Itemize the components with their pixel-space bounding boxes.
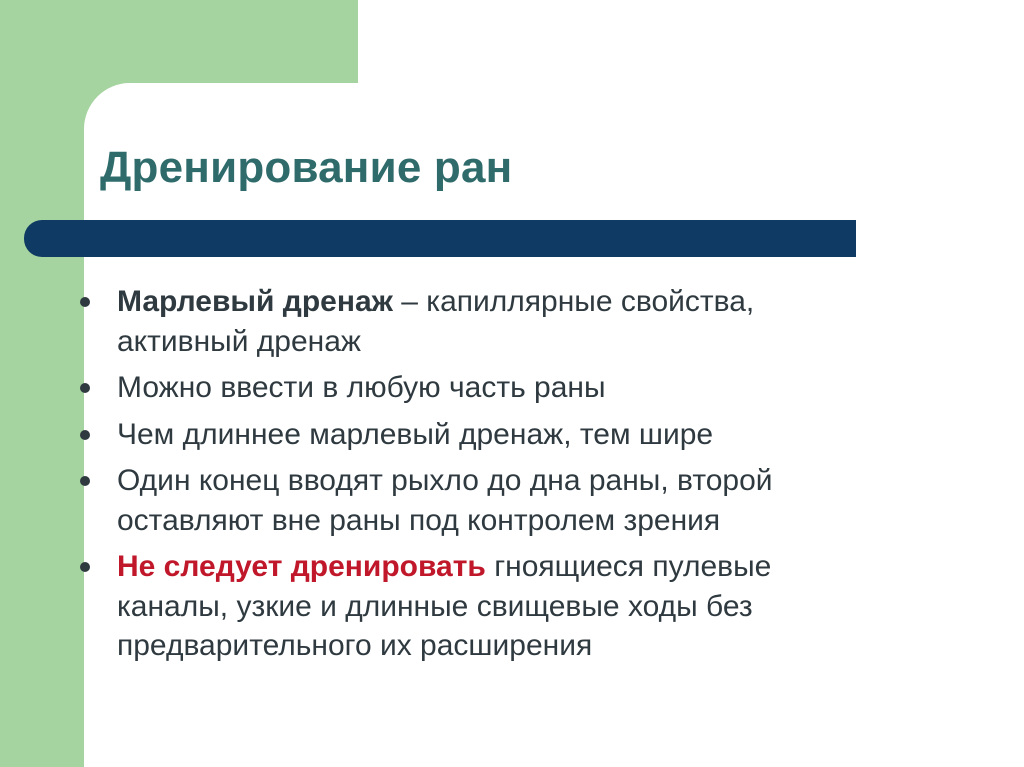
title-underline-bar xyxy=(24,220,856,257)
bullet-text: Можно ввести в любую часть раны xyxy=(117,371,606,404)
bullet-item xyxy=(80,368,880,408)
bullet-item xyxy=(80,461,880,540)
bullet-text: Чем длиннее марлевый дренаж, тем шире xyxy=(117,417,714,451)
bullet-text: Один конец вводят рыхло до дна раны, второй оставляют вне раны под контролем зрения xyxy=(117,464,773,537)
bullet-warning-phrase: Не следует дренировать xyxy=(117,550,486,583)
bullet-item xyxy=(80,547,880,666)
bullet-dot-icon xyxy=(80,383,90,393)
bullet-text: – капиллярные свойства, активный дренаж xyxy=(117,285,755,358)
bullet-text: гноящиеся пулевые каналы, узкие и длинные свищевые ходы без предварительного их расширения xyxy=(117,550,772,662)
bullet-dot-icon xyxy=(80,430,90,440)
bullet-item xyxy=(80,415,880,455)
bullet-dot-icon xyxy=(80,476,90,486)
bullet-bold-term: Марлевый дренаж xyxy=(117,285,393,318)
bullet-dot-icon xyxy=(80,297,90,307)
bullet-item xyxy=(80,282,880,361)
bullet-list xyxy=(80,282,880,673)
bullet-dot-icon xyxy=(80,562,90,572)
slide-title: Дренирование ран xyxy=(100,143,513,192)
